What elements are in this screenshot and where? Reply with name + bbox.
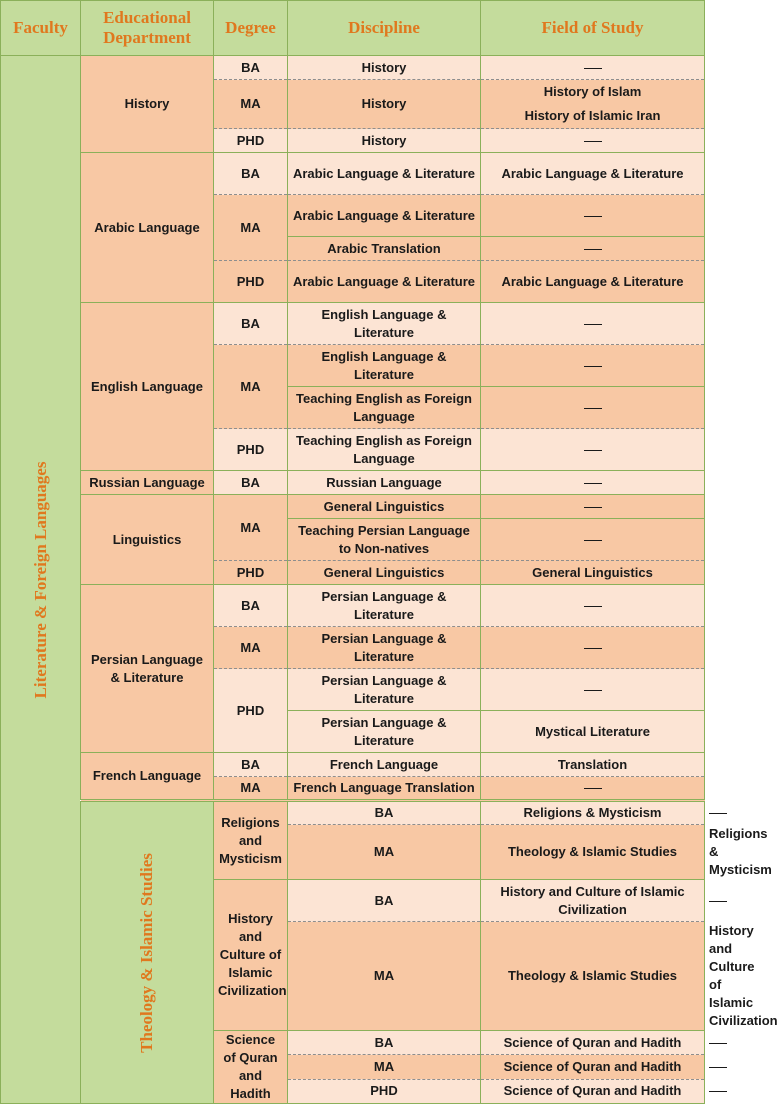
discipline-cell: Science of Quran and Hadith xyxy=(481,1055,705,1079)
table-row xyxy=(1,801,705,825)
header-faculty: Faculty xyxy=(1,1,81,56)
degree-cell: MA xyxy=(214,80,288,129)
field-cell: Arabic Language & Literature xyxy=(481,261,705,303)
dash-mark xyxy=(584,507,602,508)
table-row xyxy=(1,153,705,195)
field-cell xyxy=(481,495,705,519)
field-cell: Mystical Literature xyxy=(481,711,705,753)
field-cell: Arabic Language & Literature xyxy=(481,153,705,195)
discipline-cell: Russian Language xyxy=(288,471,481,495)
discipline-cell: English Language & Literature xyxy=(288,345,481,387)
field-cell: Translation xyxy=(481,753,705,777)
discipline-cell: Persian Language & Literature xyxy=(288,669,481,711)
dash-mark xyxy=(584,408,602,409)
department-hci: History and Culture of Islamic Civilization xyxy=(214,880,288,1031)
department-quran: Science of Quran and Hadith xyxy=(214,1031,288,1104)
degree-cell: BA xyxy=(214,303,288,345)
dash-mark xyxy=(584,68,602,69)
faculty-cell-theology xyxy=(81,801,214,1104)
field-cell xyxy=(481,777,705,801)
discipline-cell: History and Culture of Islamic Civilization xyxy=(481,880,705,922)
degree-cell: BA xyxy=(288,1031,481,1055)
department-russian: Russian Language xyxy=(81,471,214,495)
degree-cell: BA xyxy=(214,153,288,195)
field-cell xyxy=(481,669,705,711)
dash-mark xyxy=(584,648,602,649)
discipline-cell: French Language Translation xyxy=(288,777,481,801)
field-cell xyxy=(481,429,705,471)
field-item: History of Islam xyxy=(543,84,642,99)
dash-mark xyxy=(584,216,602,217)
dash-mark xyxy=(584,450,602,451)
table-row: MA Theology & Islamic Studies Religions & Mysticism xyxy=(1,825,705,880)
degree-cell: PHD xyxy=(288,1079,481,1103)
degree-cell: PHD xyxy=(214,429,288,471)
degree-cell: BA xyxy=(214,471,288,495)
dash-mark xyxy=(584,540,602,541)
field-cell xyxy=(481,627,705,669)
discipline-cell: Arabic Language & Literature xyxy=(288,195,481,237)
discipline-cell: Religions & Mysticism xyxy=(481,801,705,825)
dash-mark xyxy=(709,1067,727,1068)
dash-mark xyxy=(709,1091,727,1092)
field-cell xyxy=(481,195,705,237)
degree-cell: MA xyxy=(288,1055,481,1079)
table-row xyxy=(1,56,705,80)
discipline-cell: Teaching English as Foreign Language xyxy=(288,387,481,429)
header-department: Educational Department xyxy=(81,1,214,56)
table-row xyxy=(1,303,705,345)
field-cell xyxy=(481,345,705,387)
degree-cell: MA xyxy=(288,825,481,880)
dash-mark xyxy=(584,141,602,142)
degree-cell: MA xyxy=(214,195,288,261)
degree-cell: BA xyxy=(214,753,288,777)
discipline-cell: English Language & Literature xyxy=(288,303,481,345)
table-row xyxy=(1,471,705,495)
discipline-cell: Theology & Islamic Studies xyxy=(481,825,705,880)
field-cell: General Linguistics xyxy=(481,561,705,585)
discipline-cell: Persian Language & Literature xyxy=(288,711,481,753)
header-discipline: Discipline xyxy=(288,1,481,56)
discipline-cell: General Linguistics xyxy=(288,561,481,585)
department-linguistics: Linguistics xyxy=(81,495,214,585)
dash-mark xyxy=(584,324,602,325)
table-row xyxy=(1,495,705,519)
department-religions: Religions and Mysticism xyxy=(214,801,288,880)
field-cell xyxy=(481,80,705,129)
dash-mark xyxy=(584,483,602,484)
discipline-cell: Science of Quran and Hadith xyxy=(481,1079,705,1103)
discipline-cell: Teaching English as Foreign Language xyxy=(288,429,481,471)
discipline-cell: Arabic Language & Literature xyxy=(288,153,481,195)
degree-cell: MA xyxy=(214,345,288,429)
discipline-cell: Persian Language & Literature xyxy=(288,585,481,627)
degree-cell: PHD xyxy=(214,129,288,153)
degree-cell: PHD xyxy=(214,669,288,753)
faculty-cell-literature xyxy=(1,56,81,1104)
header-degree: Degree xyxy=(214,1,288,56)
discipline-cell: Arabic Language & Literature xyxy=(288,261,481,303)
dash-mark xyxy=(584,249,602,250)
field-cell xyxy=(481,471,705,495)
department-french: French Language xyxy=(81,753,214,801)
field-cell xyxy=(481,387,705,429)
field-cell xyxy=(481,585,705,627)
discipline-cell: Arabic Translation xyxy=(288,237,481,261)
field-cell xyxy=(481,519,705,561)
faculty-label-literature: Literature & Foreign Languages xyxy=(30,461,50,698)
table-row xyxy=(1,585,705,627)
field-cell xyxy=(481,237,705,261)
department-arabic: Arabic Language xyxy=(81,153,214,303)
field-cell xyxy=(481,56,705,80)
degree-cell: MA xyxy=(288,922,481,1031)
discipline-cell: Theology & Islamic Studies xyxy=(481,922,705,1031)
degree-cell: PHD xyxy=(214,561,288,585)
header-field: Field of Study xyxy=(481,1,705,56)
field-item: History of Islamic Iran xyxy=(524,108,661,123)
discipline-cell: Teaching Persian Language to Non-natives xyxy=(288,519,481,561)
header-row xyxy=(1,1,705,56)
discipline-cell: History xyxy=(288,56,481,80)
degree-cell: BA xyxy=(288,880,481,922)
dash-mark xyxy=(584,788,602,789)
discipline-cell: Persian Language & Literature xyxy=(288,627,481,669)
department-persian: Persian Language & Literature xyxy=(81,585,214,753)
table-row xyxy=(1,753,705,777)
degree-cell: BA xyxy=(214,56,288,80)
dash-mark xyxy=(584,606,602,607)
degree-cell: MA xyxy=(214,777,288,801)
degree-cell: MA xyxy=(214,495,288,561)
faculty-label-theology: Theology & Islamic Studies xyxy=(137,852,156,1053)
table-row: MA Theology & Islamic Studies History and Culture of Islamic Civilization xyxy=(1,922,705,1031)
dash-mark xyxy=(584,690,602,691)
dash-mark xyxy=(584,366,602,367)
dash-mark xyxy=(709,1043,727,1044)
degree-cell: PHD xyxy=(214,261,288,303)
discipline-cell: French Language xyxy=(288,753,481,777)
field-cell xyxy=(481,129,705,153)
field-cell xyxy=(481,303,705,345)
discipline-cell: General Linguistics xyxy=(288,495,481,519)
department-history: History xyxy=(81,56,214,153)
discipline-cell: History xyxy=(288,129,481,153)
dash-mark xyxy=(709,813,727,814)
degree-cell: BA xyxy=(214,585,288,627)
dash-mark xyxy=(709,901,727,902)
degree-cell: BA xyxy=(288,801,481,825)
discipline-cell: Science of Quran and Hadith xyxy=(481,1031,705,1055)
discipline-cell: History xyxy=(288,80,481,129)
degree-cell: MA xyxy=(214,627,288,669)
department-english: English Language xyxy=(81,303,214,471)
